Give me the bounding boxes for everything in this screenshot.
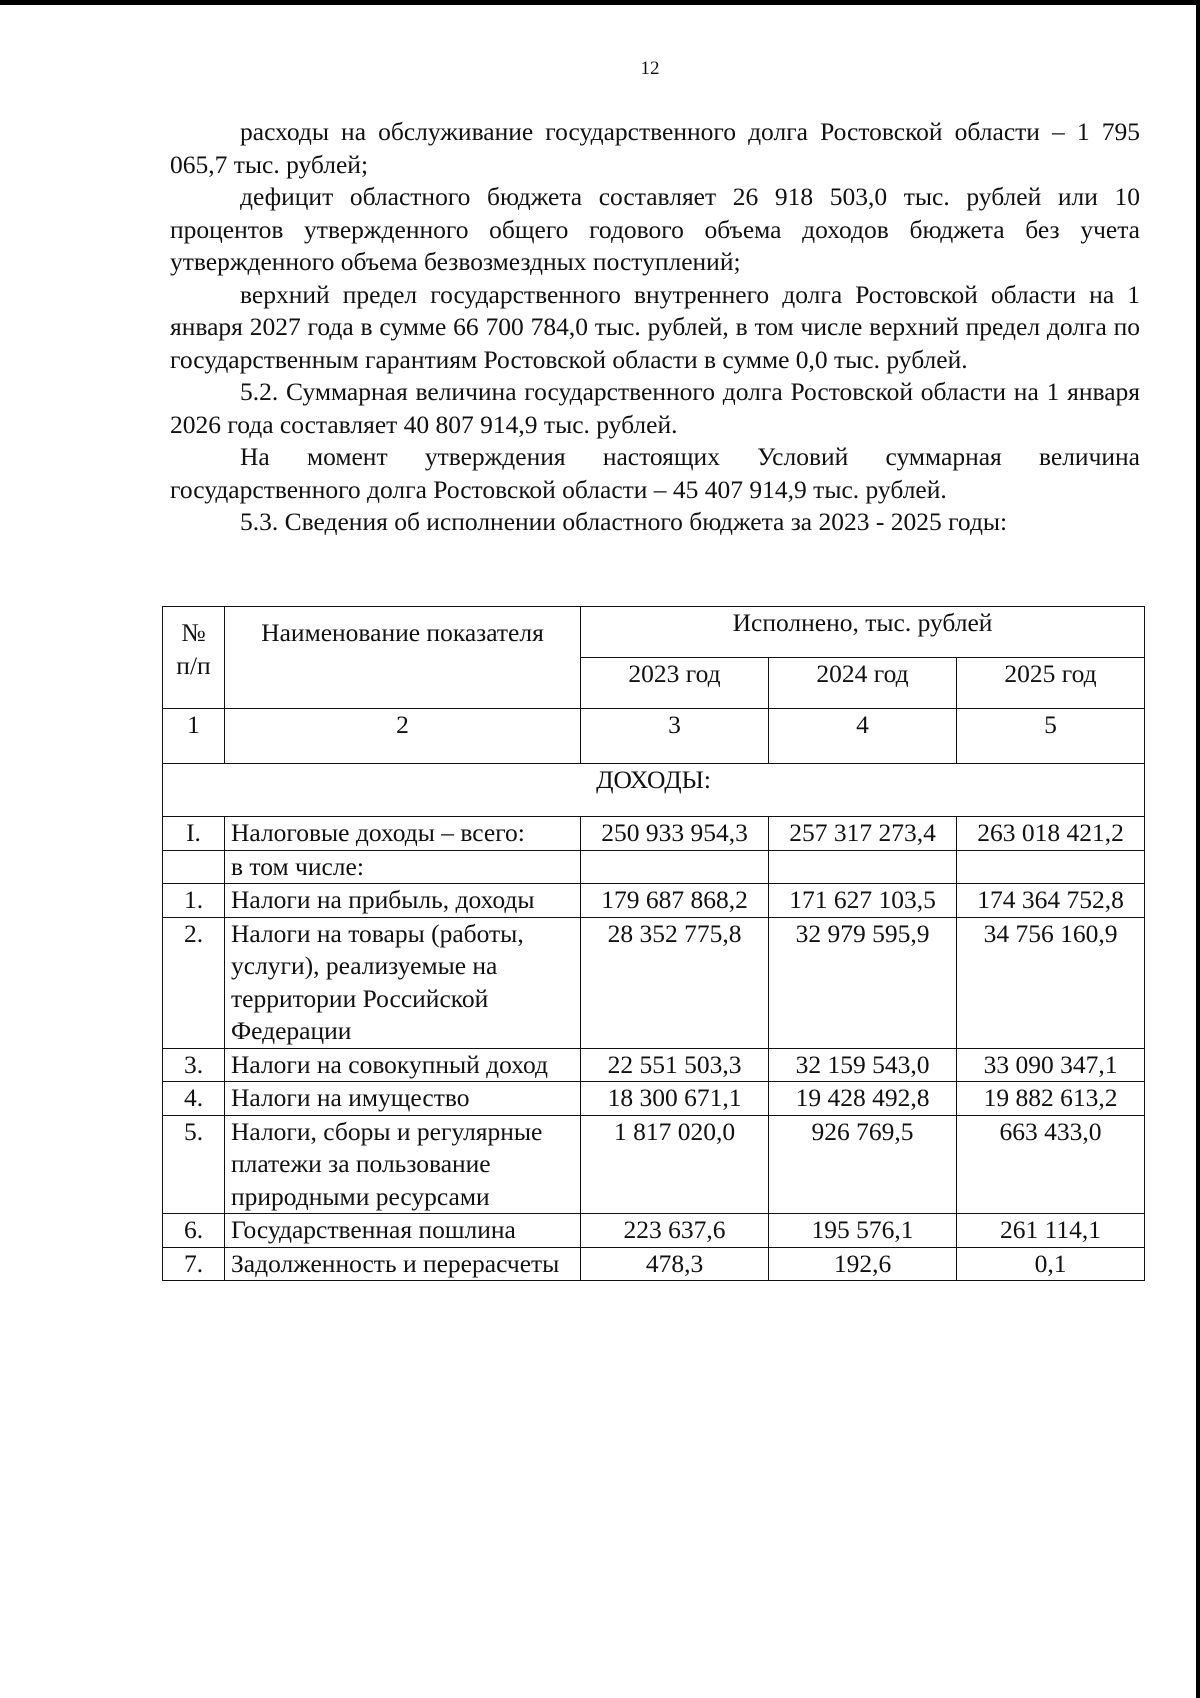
row-num: 4. [163,1082,225,1116]
row-value-2024: 32 159 543,0 [769,1048,957,1082]
paragraph-current-debt: На момент утверждения настоящих Условий суммарная величина государственного долга Ростовской области – 45 407 914,9 тыс. рублей. [170,442,1140,504]
row-value-2023: 223 637,6 [581,1214,769,1248]
row-value-2024 [769,850,957,884]
row-num: 1. [163,884,225,918]
row-value-2023: 22 551 503,3 [581,1048,769,1082]
row-value-2023: 1 817 020,0 [581,1115,769,1214]
row-value-2024: 192,6 [769,1247,957,1281]
table-header-row [163,607,1145,658]
row-name: Налоги на имущество [225,1082,581,1116]
row-value-2024: 19 428 492,8 [769,1082,957,1116]
column-number: 1 [163,709,225,764]
row-value-2023 [581,850,769,884]
column-number: 2 [225,709,581,764]
scan-edge-top [0,0,1200,5]
column-number: 4 [769,709,957,764]
paragraph-deficit: дефицит областного бюджета составляет 26 918 503,0 тыс. рублей или 10 процентов утвержденного общего годового объема доходов бюджета без учета утвержденного объема безвозмездных поступлений; [170,182,1140,276]
header-name: Наименование показателя [225,607,581,709]
row-value-2024: 195 576,1 [769,1214,957,1248]
row-value-2024: 32 979 595,9 [769,917,957,1048]
paragraph-debt-limit: верхний предел государственного внутреннего долга Ростовской области на 1 января 2027 года в сумме 66 700 784,0 тыс. рублей, в том числе верхний предел долга по государственным гарантиям Ростовской области в сумме 0,0 тыс. рублей. [170,279,1140,374]
row-value-2023: 478,3 [581,1247,769,1281]
row-value-2025 [957,850,1145,884]
row-num: 6. [163,1214,225,1248]
row-value-2025: 261 114,1 [957,1214,1145,1248]
row-num: 5. [163,1115,225,1214]
budget-execution-table [162,606,1145,1281]
row-num: I. [163,817,225,851]
row-value-2025: 33 090 347,1 [957,1048,1145,1082]
row-num: 2. [163,917,225,1048]
paragraph-debt-service: расходы на обслуживание государственного долга Ростовской области – 1 795 065,7 тыс. рублей; [170,117,1140,179]
row-name: Налоги на товары (работы, услуги), реализуемые на территории Российской Федерации [225,917,581,1048]
table-row [163,850,1145,884]
row-value-2023: 18 300 671,1 [581,1082,769,1116]
section-row [163,764,1145,817]
row-value-2024: 926 769,5 [769,1115,957,1214]
row-name: Задолженность и перерасчеты [225,1247,581,1281]
page-number: 12 [640,58,660,79]
body-text [170,116,1140,539]
row-value-2025: 34 756 160,9 [957,917,1145,1048]
row-name: Налоги на совокупный доход [225,1048,581,1082]
table-row [163,917,1145,1048]
row-value-2023: 179 687 868,2 [581,884,769,918]
row-value-2025: 19 882 613,2 [957,1082,1145,1116]
header-year-2023: 2023 год [581,658,769,709]
row-num [163,850,225,884]
scan-edge-right [1196,0,1200,1698]
column-number: 5 [957,709,1145,764]
row-value-2025: 0,1 [957,1247,1145,1281]
row-value-2025: 263 018 421,2 [957,817,1145,851]
paragraph-table-caption: 5.3. Сведения об исполнении областного бюджета за 2023 - 2025 годы: [240,507,1008,536]
table-row [163,1247,1145,1281]
column-numbers-row [163,709,1145,764]
row-name: Налоги, сборы и регулярные платежи за пользование природными ресурсами [225,1115,581,1214]
table-row [163,817,1145,851]
table-row [163,1214,1145,1248]
row-value-2023: 250 933 954,3 [581,817,769,851]
row-value-2024: 257 317 273,4 [769,817,957,851]
column-number: 3 [581,709,769,764]
header-executed: Исполнено, тыс. рублей [581,607,1145,658]
row-num: 3. [163,1048,225,1082]
header-year-2024: 2024 год [769,658,957,709]
table-row [163,884,1145,918]
header-year-2025: 2025 год [957,658,1145,709]
row-name: Налоги на прибыль, доходы [225,884,581,918]
row-name: Налоговые доходы – всего: [225,817,581,851]
row-value-2024: 171 627 103,5 [769,884,957,918]
section-title: ДОХОДЫ: [163,764,1145,817]
row-name: Государственная пошлина [225,1214,581,1248]
row-value-2023: 28 352 775,8 [581,917,769,1048]
row-name: в том числе: [225,850,581,884]
table-row [163,1082,1145,1116]
row-value-2025: 174 364 752,8 [957,884,1145,918]
paragraph-total-debt-2026: 5.2. Суммарная величина государственного долга Ростовской области на 1 января 2026 года составляет 40 807 914,9 тыс. рублей. [170,377,1140,439]
table-row [163,1048,1145,1082]
row-value-2025: 663 433,0 [957,1115,1145,1214]
row-num: 7. [163,1247,225,1281]
header-num: № п/п [163,607,225,709]
table-row [163,1115,1145,1214]
